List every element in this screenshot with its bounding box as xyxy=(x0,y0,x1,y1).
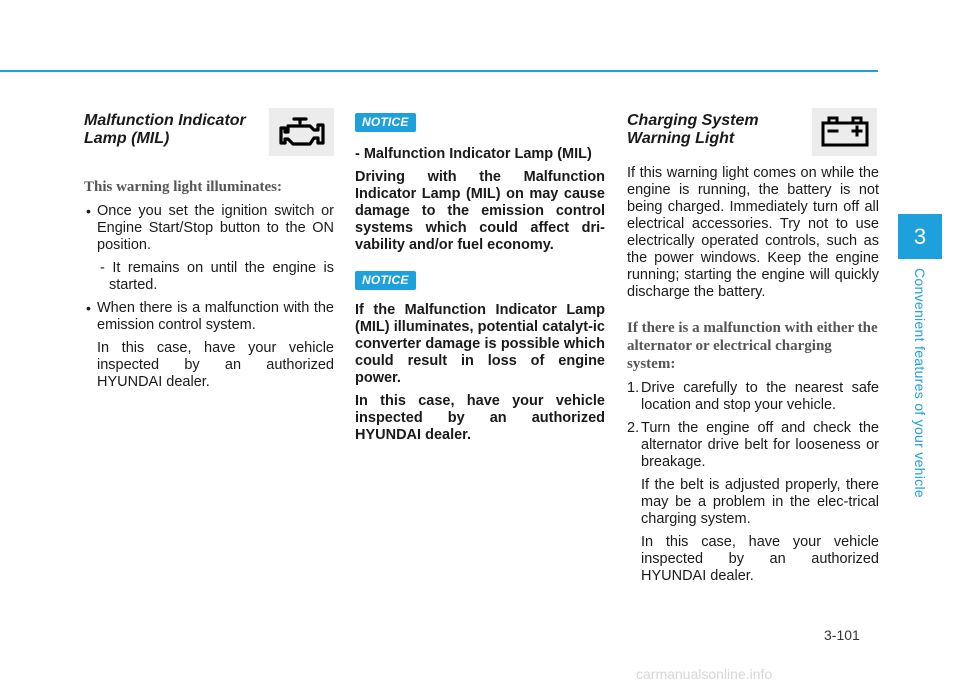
charging-steps xyxy=(627,380,879,585)
mil-heading: Malfunction Indicator Lamp (MIL) xyxy=(84,112,246,147)
mil-bullet1-sub: - It remains on until the engine is started. xyxy=(100,260,334,293)
charging-heading: Charging System Warning Light xyxy=(627,112,759,147)
check-engine-icon xyxy=(269,108,334,156)
list-item: • When there is a malfunction with the emission control system. In this case, have your vehicle inspected by an authorized HYUNDAI dealer. xyxy=(84,300,334,391)
chapter-number-tab: 3 xyxy=(898,214,942,259)
charging-step2-note1: If the belt is adjusted properly, there may be a problem in the elec-trical charging system. xyxy=(641,477,879,527)
notice-badge: NOTICE xyxy=(355,271,416,290)
charging-intro: If this warning light comes on while the engine is running, the battery is not being charged. Immediately turn off all electrical accessories. Try not to use electrically operated controls, such as the power windows. Keep the engine running; starting the engine will quickly discharge the battery. xyxy=(627,165,879,300)
list-item: • Once you set the ignition switch or Engine Start/Stop button to the ON position. - It remains on until the engine is started. xyxy=(84,203,334,294)
top-rule xyxy=(0,70,878,72)
list-item: 1. Drive carefully to the nearest safe location and stop your vehicle. xyxy=(627,380,879,413)
notice-section xyxy=(355,108,605,444)
chapter-title: Convenient features of your vehicle xyxy=(912,268,928,498)
mil-bullet-list xyxy=(84,203,334,391)
watermark: carmanualsonline.info xyxy=(636,666,773,682)
charging-step2-note2: In this case, have your vehicle inspected by an authorized HYUNDAI dealer. xyxy=(641,534,879,584)
list-item: 2. Turn the engine off and check the alternator drive belt for looseness or breakage. If the belt is adjusted properly, there may be a problem in the elec-trical charging system. In this case, have your vehicle inspected by an authorized HYUNDAI dealer. xyxy=(627,420,879,584)
notice2-body: If the Malfunction Indicator Lamp (MIL) illuminates, potential catalyt-ic converter damage is possible which could result in loss of engine power. xyxy=(355,302,605,386)
charging-section xyxy=(627,108,879,585)
mil-bullet2-note: In this case, have your vehicle inspected by an authorized HYUNDAI dealer. xyxy=(97,340,334,390)
battery-icon xyxy=(812,108,877,156)
notice-badge: NOTICE xyxy=(355,113,416,132)
charging-subheading: If there is a malfunction with either the alternator or electrical charging system: xyxy=(627,320,878,372)
notice1-body: Driving with the Malfunction Indicator Lamp (MIL) on may cause damage to the emission control systems which could affect dri-vability and/or fuel economy. xyxy=(355,169,605,253)
notice1-title: - Malfunction Indicator Lamp (MIL) xyxy=(355,146,592,162)
mil-section xyxy=(84,108,334,391)
page-number: 3-101 xyxy=(824,627,860,643)
notice2-dealer: In this case, have your vehicle inspected by an authorized HYUNDAI dealer. xyxy=(355,393,605,443)
mil-subheading: This warning light illuminates: xyxy=(84,179,282,195)
